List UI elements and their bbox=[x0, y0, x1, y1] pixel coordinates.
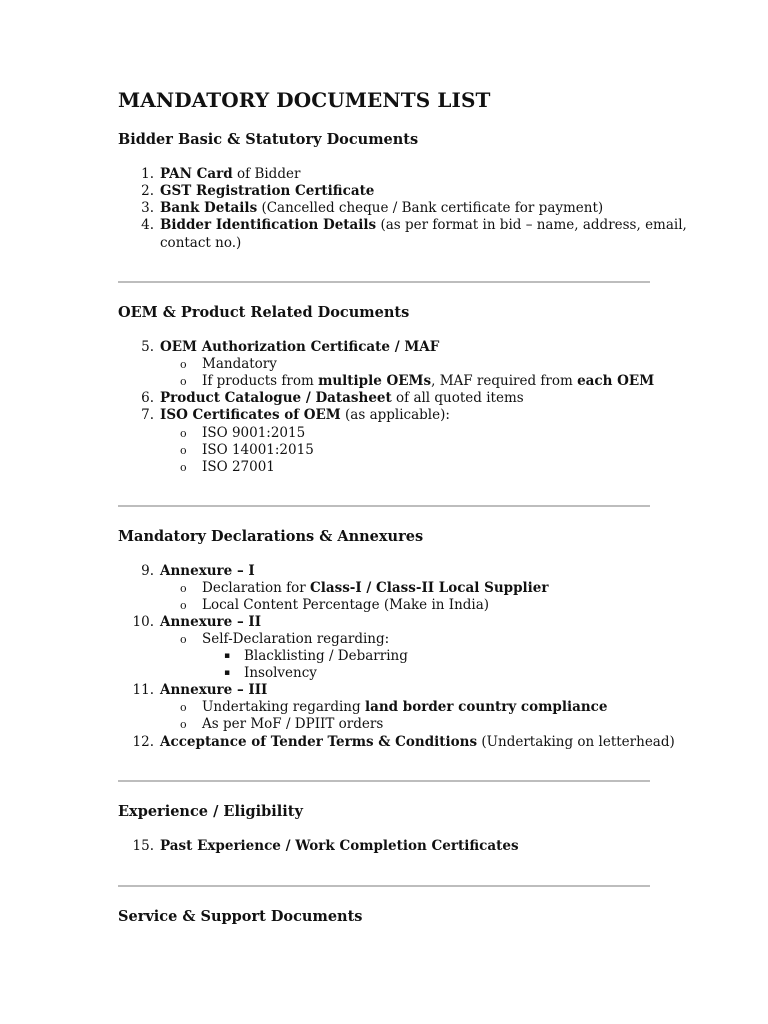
list-number: 10. bbox=[132, 614, 154, 630]
list-number: 9. bbox=[141, 563, 154, 579]
sub-item-text: ISO 14001:2015 bbox=[202, 442, 314, 458]
circle-bullet-icon: o bbox=[180, 444, 187, 457]
list-number: 2. bbox=[141, 183, 154, 199]
circle-bullet-icon: o bbox=[180, 427, 187, 440]
sub-item-text: Mandatory bbox=[202, 356, 277, 372]
item-bold-text: Annexure – II bbox=[160, 614, 262, 630]
square-bullet-icon: ▪ bbox=[224, 651, 231, 661]
sub-item-text: As per MoF / DPIIT orders bbox=[202, 716, 384, 732]
square-bullet-icon: ▪ bbox=[224, 668, 231, 678]
circle-bullet-icon: o bbox=[180, 633, 187, 646]
list-number: 7. bbox=[141, 407, 154, 423]
list-number: 3. bbox=[141, 200, 154, 216]
sub-item-bold-text: multiple OEMs bbox=[318, 373, 432, 389]
item-text: (as per format in bid – name, address, email, bbox=[376, 217, 687, 233]
circle-bullet-icon: o bbox=[180, 718, 187, 731]
item-text: (Undertaking on letterhead) bbox=[477, 734, 675, 750]
sub-item-bold-text: each OEM bbox=[577, 373, 655, 389]
sub-item-bold-text: land border country compliance bbox=[364, 699, 608, 715]
item-bold-text: Acceptance of Tender Terms & Conditions bbox=[160, 734, 478, 750]
sub-item-text: ISO 9001:2015 bbox=[202, 425, 306, 441]
item-bold-text: Bank Details bbox=[160, 200, 258, 216]
section-divider bbox=[118, 885, 650, 887]
sub-sub-item-text: Insolvency bbox=[244, 665, 317, 681]
item-text: of Bidder bbox=[232, 166, 301, 182]
section-heading-service: Service & Support Documents bbox=[118, 908, 363, 925]
item-bold-text: Past Experience / Work Completion Certificates bbox=[160, 838, 519, 854]
section-heading-experience: Experience / Eligibility bbox=[118, 803, 303, 820]
sub-item-text: If products from bbox=[202, 373, 319, 389]
sub-item-text: Declaration for bbox=[202, 580, 310, 596]
item-bold-text: Annexure – I bbox=[160, 563, 255, 579]
circle-bullet-icon: o bbox=[180, 375, 187, 388]
section-divider bbox=[118, 780, 650, 782]
list-number: 1. bbox=[141, 166, 154, 182]
item-bold-text: OEM Authorization Certificate / MAF bbox=[160, 339, 440, 355]
item-bold-text: PAN Card bbox=[160, 166, 233, 182]
sub-item-bold-text: Class-I / Class-II Local Supplier bbox=[309, 580, 549, 596]
item-text: (as applicable): bbox=[340, 407, 450, 423]
item-bold-text: Product Catalogue / Datasheet bbox=[160, 390, 392, 406]
section-divider bbox=[118, 505, 650, 507]
sub-item-text: ISO 27001 bbox=[202, 459, 275, 475]
item-text: of all quoted items bbox=[391, 390, 524, 406]
section-heading-basic: Bidder Basic & Statutory Documents bbox=[118, 131, 419, 148]
item-text: (Cancelled cheque / Bank certificate for payment) bbox=[257, 200, 604, 216]
list-number: 5. bbox=[141, 339, 154, 355]
sub-sub-item-text: Blacklisting / Debarring bbox=[244, 648, 408, 664]
circle-bullet-icon: o bbox=[180, 599, 187, 612]
list-number: 6. bbox=[141, 390, 154, 406]
list-number: 11. bbox=[132, 682, 154, 698]
section-divider bbox=[118, 281, 650, 283]
circle-bullet-icon: o bbox=[180, 461, 187, 474]
section-heading-declarations: Mandatory Declarations & Annexures bbox=[118, 528, 424, 545]
circle-bullet-icon: o bbox=[180, 701, 187, 714]
sub-item-text: Self-Declaration regarding: bbox=[202, 631, 390, 647]
sub-item-text: Undertaking regarding bbox=[202, 699, 365, 715]
circle-bullet-icon: o bbox=[180, 582, 187, 595]
item-bold-text: Annexure – III bbox=[160, 682, 268, 698]
circle-bullet-icon: o bbox=[180, 358, 187, 371]
list-number: 4. bbox=[141, 217, 154, 233]
sub-item-text: , MAF required from bbox=[431, 373, 578, 389]
item-text: contact no.) bbox=[160, 235, 242, 251]
section-heading-oem: OEM & Product Related Documents bbox=[118, 304, 410, 321]
item-bold-text: Bidder Identification Details bbox=[160, 217, 377, 233]
sub-item-text: Local Content Percentage (Make in India) bbox=[202, 597, 490, 613]
item-bold-text: ISO Certificates of OEM bbox=[160, 407, 341, 423]
list-number: 12. bbox=[132, 734, 154, 750]
item-bold-text: GST Registration Certificate bbox=[160, 183, 375, 199]
page-title: MANDATORY DOCUMENTS LIST bbox=[118, 88, 491, 112]
list-number: 15. bbox=[132, 838, 154, 854]
